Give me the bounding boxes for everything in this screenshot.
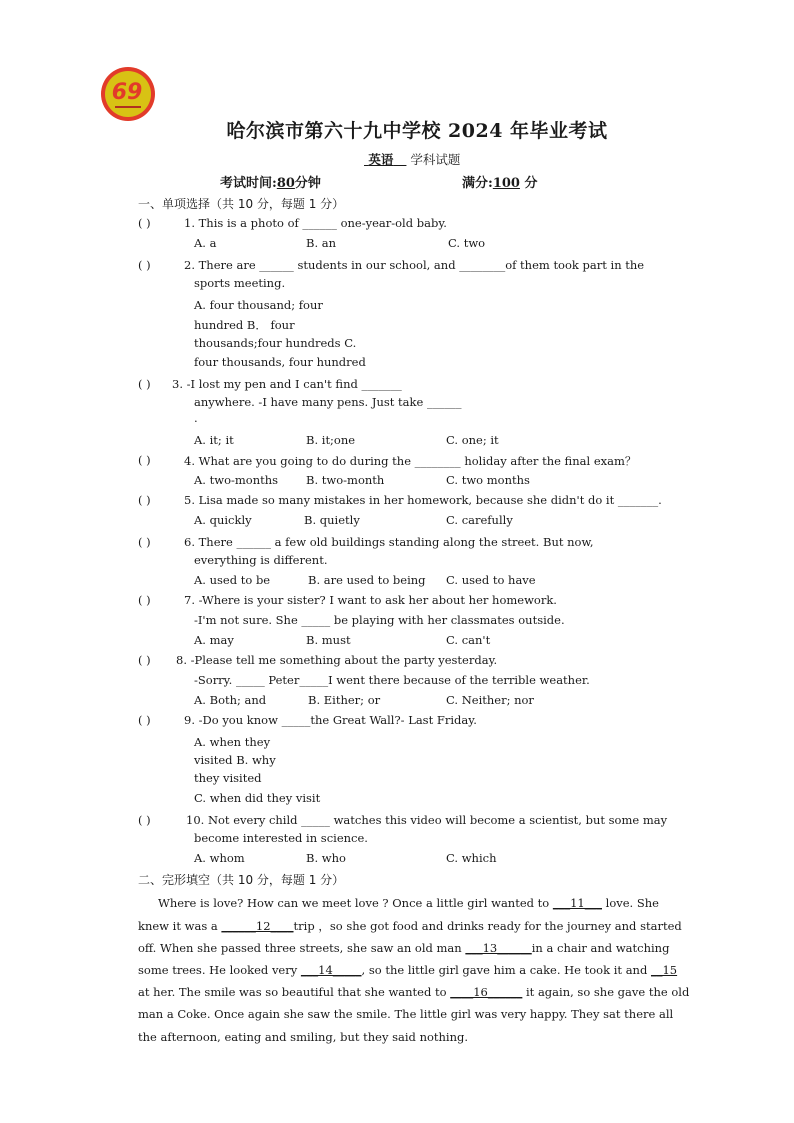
question-1-option-a: A. a: [194, 236, 217, 250]
passage-line-3: [138, 941, 669, 955]
question-2-option-line-3: thousands;four hundreds C.: [194, 336, 357, 350]
school-logo: [100, 66, 156, 122]
question-8-bracket: ( ): [138, 653, 151, 667]
question-9-stem: 9. -Do you know _____the Great Wall?- Last Friday.: [184, 713, 477, 727]
question-5-stem: 5. Lisa made so many mistakes in her homework, because she didn't do it _______.: [184, 493, 662, 507]
passage-line-7: the afternoon, eating and smiling, but they said nothing.: [138, 1030, 469, 1044]
full-score-unit: 分: [524, 176, 538, 191]
question-2-stem-cont: sports meeting.: [194, 276, 286, 290]
blank-11: ___11___: [552, 896, 602, 910]
exam-time: [220, 172, 321, 191]
question-3-stem-end: .: [194, 411, 198, 425]
question-3-option-a: A. it; it: [194, 433, 234, 447]
question-4-bracket: ( ): [138, 453, 151, 467]
passage-line-5: [138, 985, 689, 999]
question-7-option-b: B. must: [306, 633, 351, 647]
question-8-option-b: B. Either; or: [308, 693, 381, 707]
question-10-stem: 10. Not every child _____ watches this video will become a scientist, but some may: [186, 813, 668, 827]
question-8-stem-cont: -Sorry. _____ Peter_____I went there because of the terrible weather.: [194, 673, 590, 687]
passage-text: knew it was a: [138, 919, 222, 933]
passage-text: love. She: [602, 896, 659, 910]
question-7-option-a: A. may: [194, 633, 234, 647]
passage-line-6: man a Coke. Once again she saw the smile. The little girl was very happy. They sat there all: [138, 1007, 674, 1021]
exam-time-value: 80: [276, 176, 295, 191]
blank-15: __15: [650, 963, 678, 977]
question-7-stem-cont: -I'm not sure. She _____ be playing with her classmates outside.: [194, 613, 565, 627]
question-1-option-c: C. two: [448, 236, 486, 250]
question-4-option-b: B. two-month: [306, 473, 385, 487]
question-1-bracket: ( ): [138, 216, 151, 230]
passage-text: in a chair and watching: [531, 941, 670, 955]
question-10-option-b: B. who: [306, 851, 346, 865]
question-10-option-a: A. whom: [194, 851, 245, 865]
logo-number: 69: [111, 80, 143, 105]
question-6-stem-cont: everything is different.: [194, 553, 328, 567]
blank-13: ___13______: [465, 941, 532, 955]
question-4-option-a: A. two-months: [194, 473, 279, 487]
blank-16: ____16______: [450, 985, 523, 999]
question-6-stem: 6. There ______ a few old buildings standing along the street. But now,: [184, 535, 594, 549]
question-5-bracket: ( ): [138, 493, 151, 507]
question-2-stem: 2. There are ______ students in our school, and ________of them took part in the: [184, 258, 645, 272]
passage-text: at her. The smile was so beautiful that she wanted to: [138, 985, 451, 999]
question-3-option-b: B. it;one: [306, 433, 356, 447]
question-6-option-b: B. are used to being: [308, 573, 426, 587]
question-4-option-c: C. two months: [446, 473, 530, 487]
question-3-bracket: ( ): [138, 377, 151, 391]
question-2-option-line-2: hundred B． four: [194, 318, 295, 332]
question-3-stem-cont: anywhere. -I have many pens. Just take ______: [194, 395, 462, 409]
passage-text: Where is love? How can we meet love ? Once a little girl wanted to: [158, 896, 553, 910]
question-10-bracket: ( ): [138, 813, 151, 827]
question-9-option-line-2: visited B. why: [194, 753, 276, 767]
subject-value: 英语: [368, 152, 394, 167]
question-7-bracket: ( ): [138, 593, 151, 607]
passage-text: some trees. He looked very: [138, 963, 301, 977]
full-score-value: 100: [492, 176, 520, 191]
page-title: 哈尔滨市第六十九中学校 2024 年毕业考试: [226, 120, 608, 142]
full-score-label: 满分:: [462, 176, 493, 191]
exam-time-label: 考试时间:: [220, 176, 277, 191]
question-1-option-b: B. an: [306, 236, 337, 250]
section2-heading: 二、完形填空（共 10 分，每题 1 分）: [138, 873, 345, 887]
passage-text: off. When she passed three streets, she saw an old man: [138, 941, 466, 955]
question-7-stem: 7. -Where is your sister? I want to ask her about her homework.: [184, 593, 557, 607]
question-2-option-line-1: A. four thousand; four: [194, 298, 323, 312]
question-5-option-c: C. carefully: [446, 513, 513, 527]
question-5-option-b: B. quietly: [304, 513, 360, 527]
question-9-option-line-4: C. when did they visit: [194, 791, 321, 805]
blank-14: ___14_____: [300, 963, 362, 977]
passage-text: trip ，so she got food and drinks ready for the journey and started: [293, 919, 682, 933]
question-9-option-line-3: they visited: [194, 771, 262, 785]
question-6-option-c: C. used to have: [446, 573, 536, 587]
question-8-option-c: C. Neither; nor: [446, 693, 534, 707]
question-9-bracket: ( ): [138, 713, 151, 727]
passage-text: it again, so she gave the old: [522, 985, 690, 999]
logo-caption-bar: [115, 106, 141, 108]
question-3-stem: 3. -I lost my pen and I can't find _______: [172, 377, 402, 391]
passage-line-1: [158, 896, 659, 910]
blank-12: ______12____: [221, 919, 294, 933]
question-8-stem: 8. -Please tell me something about the party yesterday.: [176, 653, 498, 667]
passage-line-2: [138, 918, 682, 934]
question-9-option-line-1: A. when they: [194, 735, 271, 749]
subject-label: 学科试题: [410, 152, 461, 167]
passage-line-4: [138, 963, 677, 977]
question-2-bracket: ( ): [138, 258, 151, 272]
question-2-option-line-4: four thousands, four hundred: [194, 355, 366, 369]
question-8-option-a: A. Both; and: [194, 693, 267, 707]
section1-heading: 一、单项选择（共 10 分，每题 1 分）: [138, 197, 345, 211]
subject-line: [364, 150, 460, 168]
passage-text: , so the little girl gave him a cake. He took it and: [361, 963, 651, 977]
question-4-stem: 4. What are you going to do during the ________ holiday after the final exam？: [184, 454, 637, 468]
question-10-stem-cont: become interested in science.: [194, 831, 368, 845]
question-10-option-c: C. which: [446, 851, 497, 865]
question-6-bracket: ( ): [138, 535, 151, 549]
question-5-option-a: A. quickly: [194, 513, 252, 527]
exam-time-unit: 分钟: [294, 176, 321, 191]
question-7-option-c: C. can't: [446, 633, 491, 647]
question-3-option-c: C. one; it: [446, 433, 499, 447]
question-1-stem: 1. This is a photo of ______ one-year-old baby.: [184, 216, 447, 230]
question-6-option-a: A. used to be: [194, 573, 271, 587]
full-score: [462, 172, 538, 191]
